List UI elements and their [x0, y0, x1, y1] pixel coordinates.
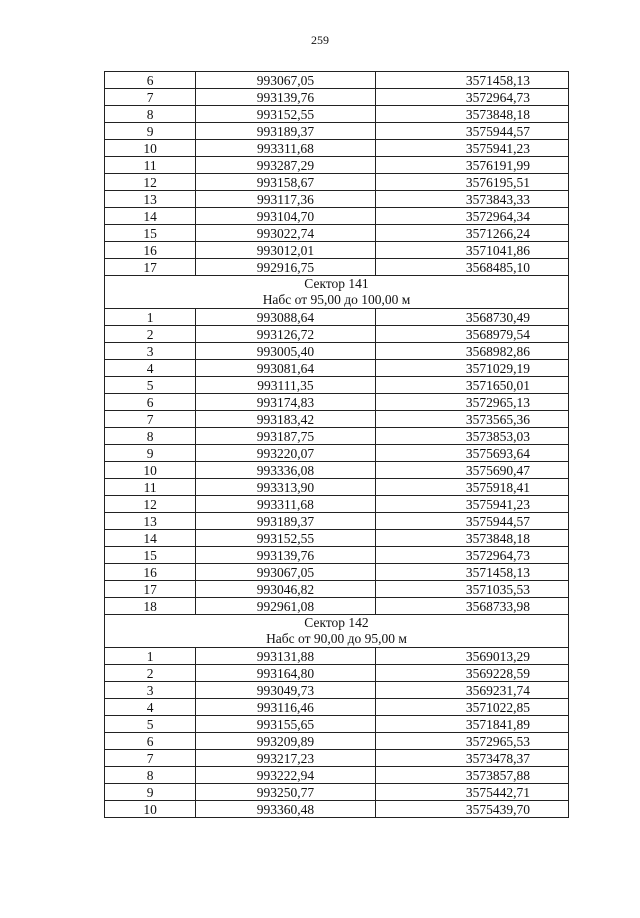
y-coordinate-cell: 3572964,34 [375, 208, 568, 225]
x-coordinate-cell: 993067,05 [196, 564, 375, 581]
y-coordinate-cell: 3575941,23 [375, 140, 568, 157]
sector-header-cell [105, 276, 569, 309]
point-number-cell: 10 [105, 462, 196, 479]
table-row [105, 750, 569, 767]
point-number-cell: 12 [105, 174, 196, 191]
y-coordinate-cell: 3576195,51 [375, 174, 568, 191]
x-coordinate-cell: 993209,89 [196, 733, 375, 750]
coordinates-table-body [105, 72, 569, 818]
point-number-cell: 9 [105, 123, 196, 140]
y-coordinate-cell: 3572964,73 [375, 89, 568, 106]
x-coordinate-cell: 993164,80 [196, 665, 375, 682]
point-number-cell: 3 [105, 682, 196, 699]
y-coordinate-cell: 3571841,89 [375, 716, 568, 733]
table-row [105, 496, 569, 513]
y-coordinate-cell: 3568485,10 [375, 259, 568, 276]
point-number-cell: 7 [105, 750, 196, 767]
point-number-cell: 10 [105, 140, 196, 157]
point-number-cell: 11 [105, 157, 196, 174]
y-coordinate-cell: 3575941,23 [375, 496, 568, 513]
x-coordinate-cell: 993126,72 [196, 326, 375, 343]
x-coordinate-cell: 993189,37 [196, 513, 375, 530]
x-coordinate-cell: 993152,55 [196, 530, 375, 547]
sector-elevation-range: Набс от 95,00 до 100,00 м [262, 292, 411, 307]
x-coordinate-cell: 993152,55 [196, 106, 375, 123]
point-number-cell: 2 [105, 665, 196, 682]
table-row [105, 343, 569, 360]
y-coordinate-cell: 3575690,47 [375, 462, 568, 479]
x-coordinate-cell: 993336,08 [196, 462, 375, 479]
y-coordinate-cell: 3568982,86 [375, 343, 568, 360]
x-coordinate-cell: 993131,88 [196, 648, 375, 665]
table-row [105, 699, 569, 716]
table-row [105, 547, 569, 564]
point-number-cell: 7 [105, 89, 196, 106]
table-row [105, 106, 569, 123]
x-coordinate-cell: 993220,07 [196, 445, 375, 462]
point-number-cell: 1 [105, 648, 196, 665]
table-row [105, 309, 569, 326]
point-number-cell: 15 [105, 547, 196, 564]
x-coordinate-cell: 993104,70 [196, 208, 375, 225]
table-row [105, 89, 569, 106]
x-coordinate-cell: 993088,64 [196, 309, 375, 326]
x-coordinate-cell: 993217,23 [196, 750, 375, 767]
table-row [105, 682, 569, 699]
y-coordinate-cell: 3575442,71 [375, 784, 568, 801]
page-number: 259 [311, 33, 329, 47]
y-coordinate-cell: 3575918,41 [375, 479, 568, 496]
table-row [105, 581, 569, 598]
point-number-cell: 2 [105, 326, 196, 343]
point-number-cell: 4 [105, 699, 196, 716]
table-row [105, 445, 569, 462]
table-row [105, 513, 569, 530]
point-number-cell: 5 [105, 716, 196, 733]
y-coordinate-cell: 3576191,99 [375, 157, 568, 174]
x-coordinate-cell: 993187,75 [196, 428, 375, 445]
point-number-cell: 18 [105, 598, 196, 615]
sector-header-row [105, 615, 569, 648]
table-row [105, 140, 569, 157]
point-number-cell: 13 [105, 513, 196, 530]
x-coordinate-cell: 993049,73 [196, 682, 375, 699]
table-row [105, 801, 569, 818]
table-row [105, 733, 569, 750]
y-coordinate-cell: 3568730,49 [375, 309, 568, 326]
point-number-cell: 17 [105, 259, 196, 276]
point-number-cell: 4 [105, 360, 196, 377]
x-coordinate-cell: 992961,08 [196, 598, 375, 615]
point-number-cell: 9 [105, 445, 196, 462]
point-number-cell: 14 [105, 208, 196, 225]
table-row [105, 191, 569, 208]
table-row [105, 767, 569, 784]
x-coordinate-cell: 993158,67 [196, 174, 375, 191]
x-coordinate-cell: 993111,35 [196, 377, 375, 394]
x-coordinate-cell: 993250,77 [196, 784, 375, 801]
y-coordinate-cell: 3573848,18 [375, 530, 568, 547]
point-number-cell: 3 [105, 343, 196, 360]
y-coordinate-cell: 3573478,37 [375, 750, 568, 767]
point-number-cell: 8 [105, 106, 196, 123]
y-coordinate-cell: 3573565,36 [375, 411, 568, 428]
x-coordinate-cell: 993189,37 [196, 123, 375, 140]
x-coordinate-cell: 993174,83 [196, 394, 375, 411]
table-row [105, 225, 569, 242]
table-row [105, 564, 569, 581]
table-row [105, 174, 569, 191]
x-coordinate-cell: 993183,42 [196, 411, 375, 428]
table-row [105, 716, 569, 733]
table-row [105, 428, 569, 445]
x-coordinate-cell: 993155,65 [196, 716, 375, 733]
table-row [105, 326, 569, 343]
x-coordinate-cell: 993287,29 [196, 157, 375, 174]
point-number-cell: 14 [105, 530, 196, 547]
y-coordinate-cell: 3573853,03 [375, 428, 568, 445]
table-row [105, 648, 569, 665]
y-coordinate-cell: 3573843,33 [375, 191, 568, 208]
table-row [105, 530, 569, 547]
x-coordinate-cell: 993311,68 [196, 496, 375, 513]
x-coordinate-cell: 993005,40 [196, 343, 375, 360]
y-coordinate-cell: 3573848,18 [375, 106, 568, 123]
table-row [105, 598, 569, 615]
sector-header-cell [105, 615, 569, 648]
point-number-cell: 13 [105, 191, 196, 208]
point-number-cell: 10 [105, 801, 196, 818]
x-coordinate-cell: 993313,90 [196, 479, 375, 496]
table-row [105, 479, 569, 496]
table-row [105, 411, 569, 428]
y-coordinate-cell: 3571650,01 [375, 377, 568, 394]
x-coordinate-cell: 993139,76 [196, 89, 375, 106]
y-coordinate-cell: 3571458,13 [375, 564, 568, 581]
x-coordinate-cell: 993222,94 [196, 767, 375, 784]
x-coordinate-cell: 993117,36 [196, 191, 375, 208]
table-row [105, 394, 569, 411]
table-row [105, 377, 569, 394]
table-row [105, 157, 569, 174]
y-coordinate-cell: 3568733,98 [375, 598, 568, 615]
point-number-cell: 16 [105, 564, 196, 581]
point-number-cell: 9 [105, 784, 196, 801]
y-coordinate-cell: 3571029,19 [375, 360, 568, 377]
y-coordinate-cell: 3572964,73 [375, 547, 568, 564]
y-coordinate-cell: 3571041,86 [375, 242, 568, 259]
y-coordinate-cell: 3569228,59 [375, 665, 568, 682]
point-number-cell: 12 [105, 496, 196, 513]
point-number-cell: 5 [105, 377, 196, 394]
point-number-cell: 6 [105, 733, 196, 750]
x-coordinate-cell: 993022,74 [196, 225, 375, 242]
x-coordinate-cell: 993012,01 [196, 242, 375, 259]
point-number-cell: 6 [105, 72, 196, 89]
point-number-cell: 7 [105, 411, 196, 428]
x-coordinate-cell: 993360,48 [196, 801, 375, 818]
table-row [105, 259, 569, 276]
y-coordinate-cell: 3572965,53 [375, 733, 568, 750]
y-coordinate-cell: 3571458,13 [375, 72, 568, 89]
table-row [105, 72, 569, 89]
y-coordinate-cell: 3571022,85 [375, 699, 568, 716]
y-coordinate-cell: 3571266,24 [375, 225, 568, 242]
coordinates-table [104, 71, 569, 818]
table-row [105, 462, 569, 479]
table-row [105, 242, 569, 259]
table-row [105, 360, 569, 377]
point-number-cell: 6 [105, 394, 196, 411]
x-coordinate-cell: 993081,64 [196, 360, 375, 377]
table-row [105, 123, 569, 140]
sector-title: Сектор 141 [304, 276, 369, 291]
point-number-cell: 8 [105, 767, 196, 784]
point-number-cell: 1 [105, 309, 196, 326]
table-row [105, 665, 569, 682]
table-row [105, 784, 569, 801]
y-coordinate-cell: 3575693,64 [375, 445, 568, 462]
x-coordinate-cell: 993116,46 [196, 699, 375, 716]
x-coordinate-cell: 993311,68 [196, 140, 375, 157]
y-coordinate-cell: 3568979,54 [375, 326, 568, 343]
x-coordinate-cell: 993067,05 [196, 72, 375, 89]
point-number-cell: 17 [105, 581, 196, 598]
y-coordinate-cell: 3571035,53 [375, 581, 568, 598]
point-number-cell: 11 [105, 479, 196, 496]
x-coordinate-cell: 992916,75 [196, 259, 375, 276]
table-row [105, 208, 569, 225]
y-coordinate-cell: 3569013,29 [375, 648, 568, 665]
sector-elevation-range: Набс от 90,00 до 95,00 м [266, 631, 407, 646]
y-coordinate-cell: 3575944,57 [375, 513, 568, 530]
y-coordinate-cell: 3575439,70 [375, 801, 568, 818]
x-coordinate-cell: 993139,76 [196, 547, 375, 564]
point-number-cell: 15 [105, 225, 196, 242]
x-coordinate-cell: 993046,82 [196, 581, 375, 598]
y-coordinate-cell: 3573857,88 [375, 767, 568, 784]
sector-header-row [105, 276, 569, 309]
sector-title: Сектор 142 [304, 615, 369, 630]
point-number-cell: 16 [105, 242, 196, 259]
y-coordinate-cell: 3572965,13 [375, 394, 568, 411]
point-number-cell: 8 [105, 428, 196, 445]
y-coordinate-cell: 3569231,74 [375, 682, 568, 699]
y-coordinate-cell: 3575944,57 [375, 123, 568, 140]
